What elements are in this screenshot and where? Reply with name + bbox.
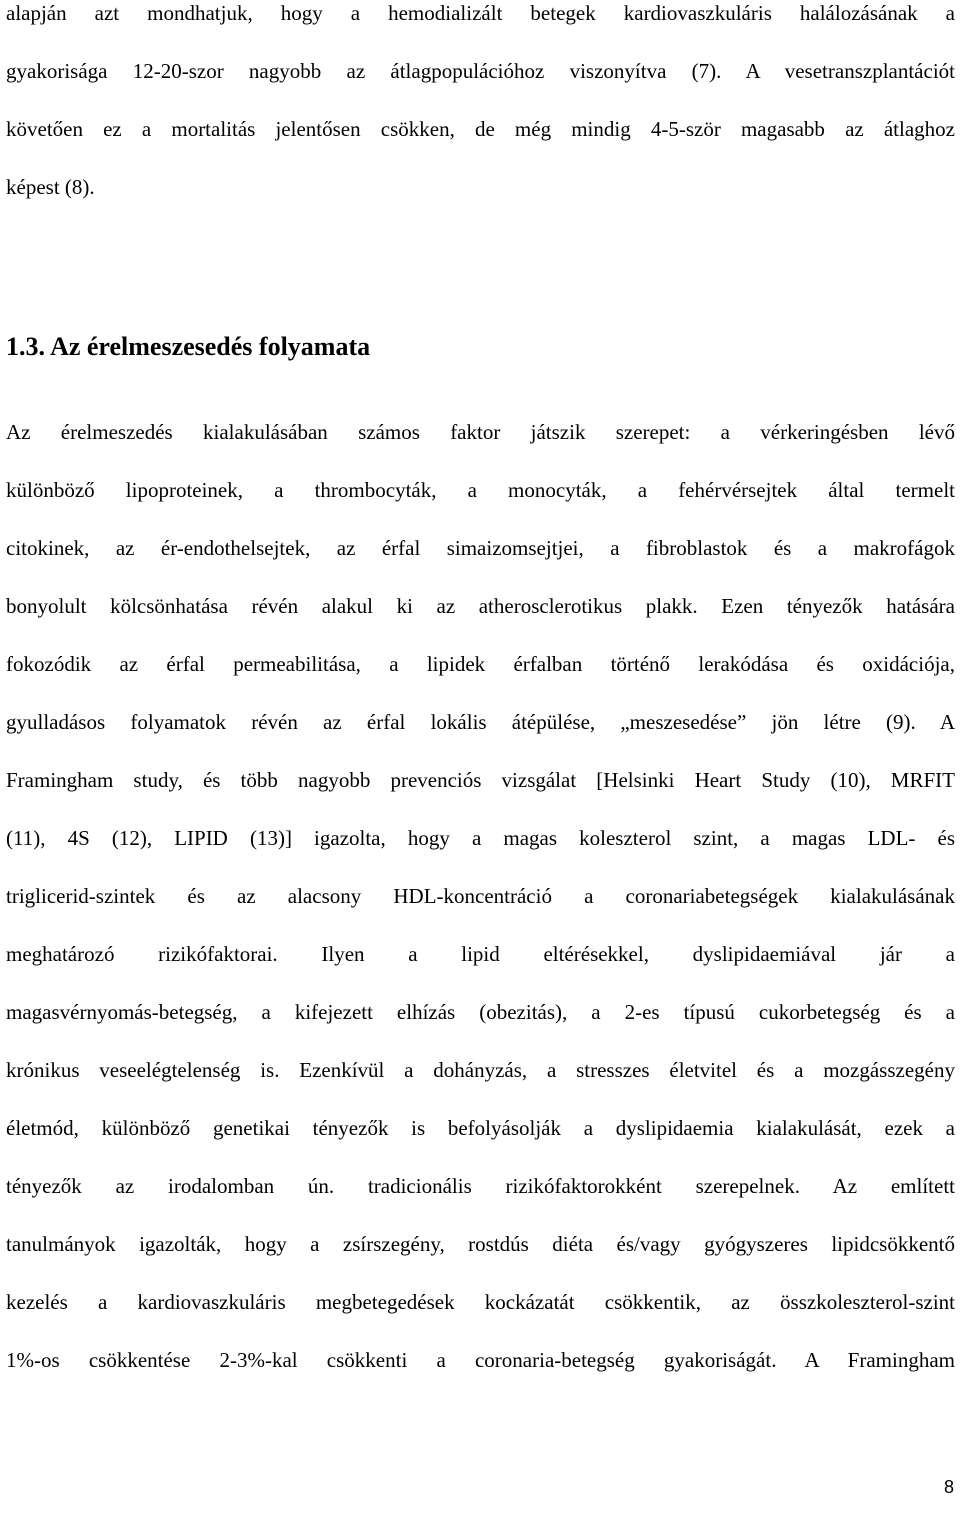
text-line: gyulladásos folyamatok révén az érfal lokális átépülése, „meszesedése” jön létre (9). A [6, 710, 955, 734]
text-line: 1%-os csökkentése 2-3%-kal csökkenti a coronaria-betegség gyakoriságát. A Framingham [6, 1348, 955, 1372]
page-number: 8 [943, 1477, 954, 1497]
text-line: követően ez a mortalitás jelentősen csökken, de még mindig 4-5-ször magasabb az átlaghoz [6, 117, 955, 141]
section-heading: 1.3. Az érelmeszesedés folyamata [6, 332, 371, 361]
text-line: kezelés a kardiovaszkuláris megbetegedések kockázatát csökkentik, az összkoleszterol-szint [6, 1290, 955, 1314]
text-line: tényezők az irodalomban ún. tradicionális rizikófaktorokként szerepelnek. Az említett [6, 1174, 955, 1198]
text-line: képest (8). [6, 175, 95, 199]
text-line: különböző lipoproteinek, a thrombocyták, a monocyták, a fehérvérsejtek által termelt [6, 478, 955, 502]
text-line: citokinek, az ér-endothelsejtek, az érfal simaizomsejtjei, a fibroblastok és a makrofágok [6, 536, 955, 560]
text-line: (11), 4S (12), LIPID (13)] igazolta, hogy a magas koleszterol szint, a magas LDL- és [6, 826, 955, 850]
text-line: gyakorisága 12-20-szor nagyobb az átlagpopulációhoz viszonyítva (7). A vesetranszplantációt [6, 59, 955, 83]
text-line: magasvérnyomás-betegség, a kifejezett elhízás (obezitás), a 2-es típusú cukorbetegség és a [6, 1000, 955, 1024]
text-line: Az érelmeszedés kialakulásában számos faktor játszik szerepet: a vérkeringésben lévő [6, 420, 955, 444]
text-line: alapján azt mondhatjuk, hogy a hemodializált betegek kardiovaszkuláris halálozásának a [6, 1, 955, 25]
text-line: tanulmányok igazolták, hogy a zsírszegény, rostdús diéta és/vagy gyógyszeres lipidcsökkentő [6, 1232, 955, 1256]
text-line: triglicerid-szintek és az alacsony HDL-koncentráció a coronariabetegségek kialakulásának [6, 884, 955, 908]
text-line: krónikus veseelégtelenség is. Ezenkívül a dohányzás, a stresszes életvitel és a mozgásszegény [6, 1058, 955, 1082]
text-line: meghatározó rizikófaktorai. Ilyen a lipid eltérésekkel, dyslipidaemiával jár a [6, 942, 955, 966]
text-line: Framingham study, és több nagyobb prevenciós vizsgálat [Helsinki Heart Study (10), MRFIT [6, 768, 955, 792]
text-line: bonyolult kölcsönhatása révén alakul ki az atherosclerotikus plakk. Ezen tényezők hatására [6, 594, 955, 618]
text-line: fokozódik az érfal permeabilitása, a lipidek érfalban történő lerakódása és oxidációja, [6, 652, 955, 676]
text-line: életmód, különböző genetikai tényezők is befolyásolják a dyslipidaemia kialakulását, ezek a [6, 1116, 955, 1140]
